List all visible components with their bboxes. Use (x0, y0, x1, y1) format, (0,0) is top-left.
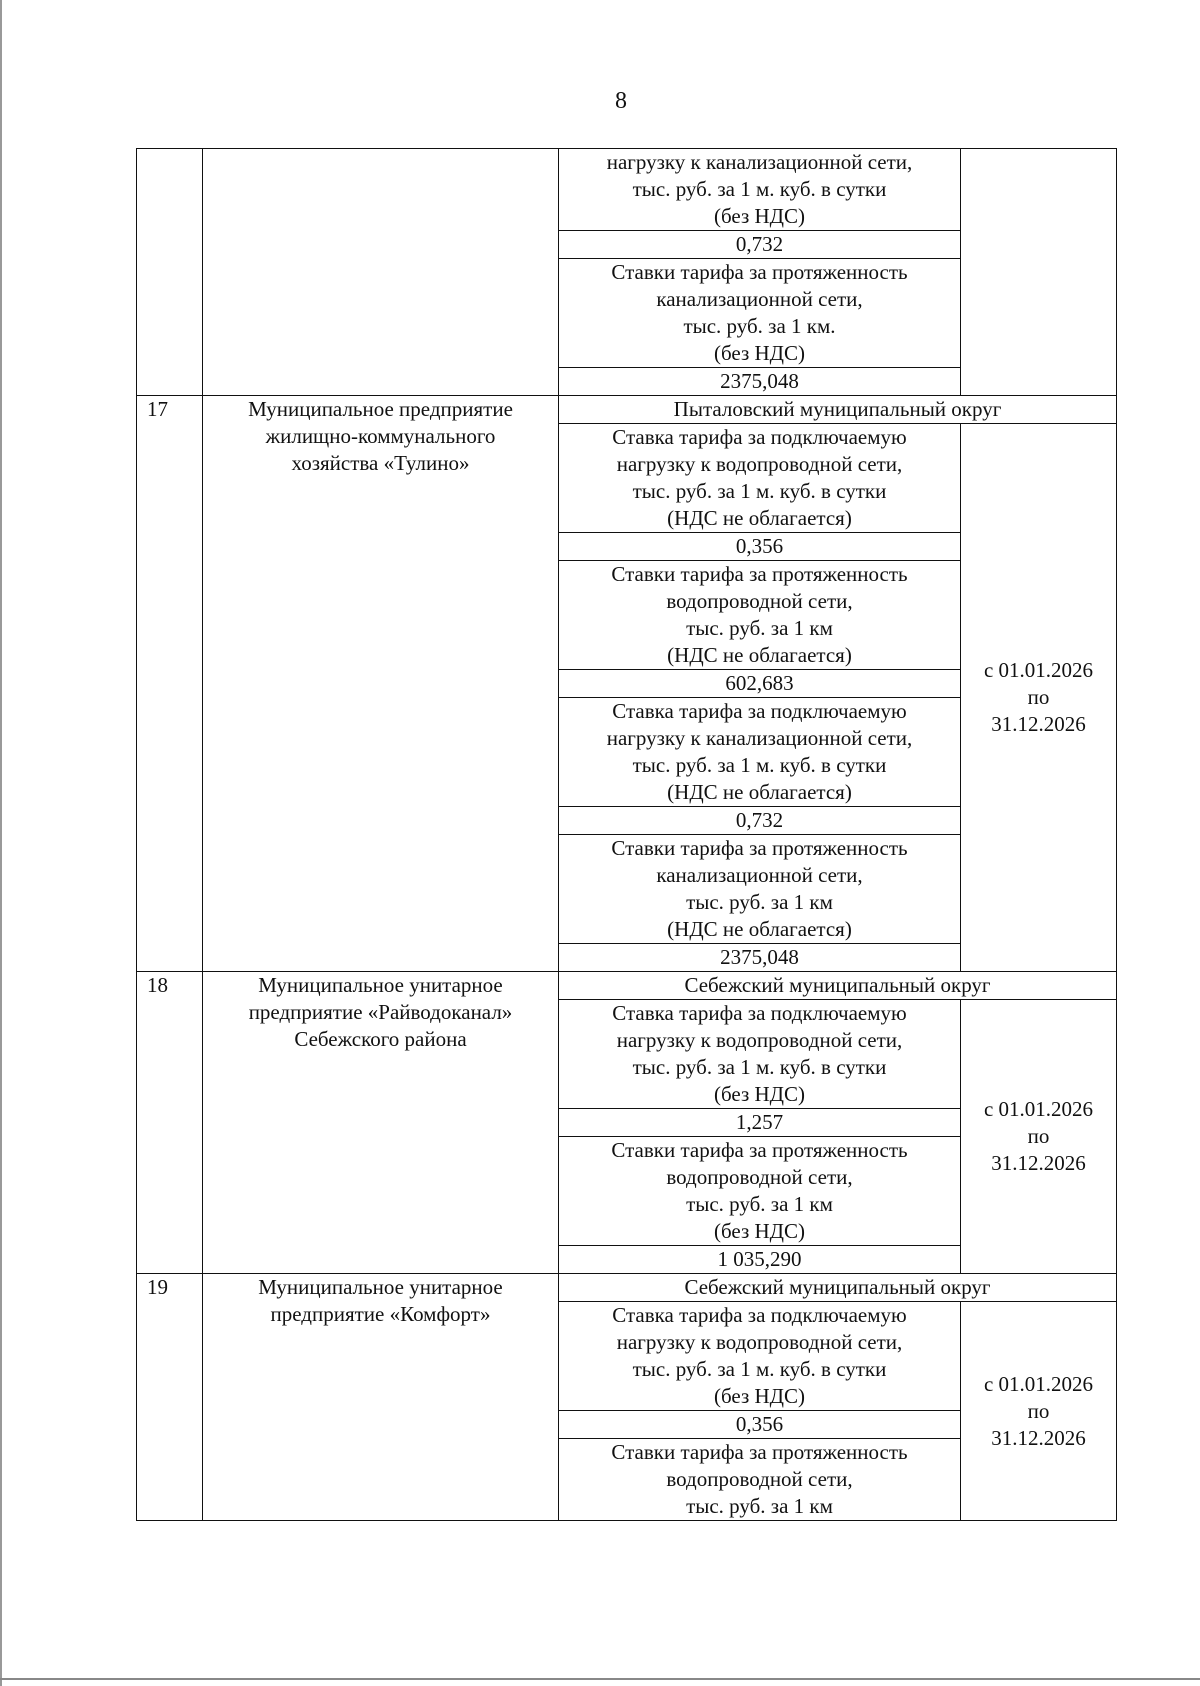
district-cell: Себежский муниципальный округ (559, 1274, 1117, 1302)
text-line: тыс. руб. за 1 м. куб. в сутки (632, 479, 887, 503)
text-line: по (1027, 1398, 1050, 1423)
tariff-value-cell: 1,257 (559, 1109, 961, 1137)
tariff-description-cell (559, 424, 961, 533)
text-line: водопроводной сети, (666, 1467, 853, 1491)
tariff-value-cell: 1 035,290 (559, 1246, 961, 1274)
period-cell (961, 424, 1117, 972)
text-line: (без НДС) (713, 341, 805, 365)
tariff-value-cell: 0,732 (559, 231, 961, 259)
text-line: Себежского района (294, 1027, 467, 1051)
text-line: Ставка тарифа за подключаемую (612, 1001, 907, 1025)
tariff-description-cell (559, 835, 961, 944)
district-cell: Себежский муниципальный округ (559, 972, 1117, 1000)
text-line: предприятие «Райводоканал» (248, 1000, 513, 1024)
table-row (137, 149, 1117, 231)
text-line: Ставки тарифа за протяженность (611, 836, 908, 860)
text-line: водопроводной сети, (666, 589, 853, 613)
text-line: 31.12.2026 (991, 712, 1086, 736)
district-cell: Пыталовский муниципальный округ (559, 396, 1117, 424)
scan-bottom-edge (0, 1678, 1200, 1680)
organization-cell (203, 972, 559, 1274)
text-line: с 01.01.2026 (983, 1371, 1094, 1396)
page-left-edge (0, 0, 2, 1686)
table-row (137, 1274, 1117, 1302)
tariff-description-cell (559, 149, 961, 231)
text-line: тыс. руб. за 1 км (686, 1494, 833, 1518)
period-cell (961, 149, 1117, 396)
text-line: тыс. руб. за 1 км (686, 890, 833, 914)
text-line: нагрузку к канализационной сети, (606, 150, 913, 174)
text-line: с 01.01.2026 (983, 658, 1094, 682)
text-line: Ставки тарифа за протяженность (611, 1440, 908, 1464)
text-line: по (1027, 1124, 1050, 1148)
tariff-table (136, 148, 1117, 1521)
text-line: Ставки тарифа за протяженность (611, 260, 908, 284)
row-number-cell: 19 (137, 1274, 203, 1521)
text-line: (без НДС) (713, 1219, 805, 1243)
text-line: тыс. руб. за 1 м. куб. в сутки (632, 1055, 887, 1079)
text-line: 31.12.2026 (991, 1425, 1086, 1450)
text-line: тыс. руб. за 1 м. куб. в сутки (632, 753, 887, 777)
text-line: Ставка тарифа за подключаемую (612, 425, 907, 449)
text-line: (без НДС) (713, 204, 805, 228)
text-line: Ставка тарифа за подключаемую (612, 1303, 907, 1327)
text-line: жилищно-коммунального (265, 424, 496, 448)
text-line: Муниципальное унитарное (258, 1275, 503, 1299)
text-line: 31.12.2026 (991, 1151, 1086, 1175)
text-line: тыс. руб. за 1 м. куб. в сутки (632, 1357, 887, 1381)
text-line: нагрузку к водопроводной сети, (616, 1028, 903, 1052)
text-line: Ставка тарифа за подключаемую (612, 699, 907, 723)
tariff-value-cell: 602,683 (559, 670, 961, 698)
text-line: тыс. руб. за 1 км (686, 1192, 833, 1216)
tariff-description-cell (559, 1439, 961, 1521)
period-cell (961, 1000, 1117, 1274)
text-line: нагрузку к канализационной сети, (606, 726, 913, 750)
text-line: (НДС не облагается) (667, 506, 852, 530)
tariff-description-cell (559, 698, 961, 807)
text-line: (без НДС) (713, 1384, 805, 1408)
text-line: тыс. руб. за 1 м. куб. в сутки (632, 177, 887, 201)
text-line: тыс. руб. за 1 км (686, 616, 833, 640)
text-line: по (1027, 685, 1050, 709)
text-line: нагрузку к водопроводной сети, (616, 452, 903, 476)
table-row (137, 396, 1117, 424)
tariff-description-cell (559, 1302, 961, 1411)
tariff-description-cell (559, 561, 961, 670)
organization-cell (203, 149, 559, 396)
tariff-value-cell: 0,356 (559, 533, 961, 561)
tariff-description-cell (559, 259, 961, 368)
text-line: нагрузку к водопроводной сети, (616, 1330, 903, 1354)
text-line: Муниципальное унитарное (258, 973, 503, 997)
tariff-description-cell (559, 1000, 961, 1109)
text-line: Ставки тарифа за протяженность (611, 1138, 908, 1162)
text-line: Ставки тарифа за протяженность (611, 562, 908, 586)
text-line: канализационной сети, (656, 863, 863, 887)
text-line: хозяйства «Тулино» (291, 451, 470, 475)
tariff-description-cell (559, 1137, 961, 1246)
row-number-cell (137, 149, 203, 396)
tariff-value-cell: 0,356 (559, 1411, 961, 1439)
table-body (137, 149, 1117, 1521)
text-line: тыс. руб. за 1 км. (683, 314, 836, 338)
tariff-value-cell: 2375,048 (559, 944, 961, 972)
text-line: водопроводной сети, (666, 1165, 853, 1189)
period-cell (961, 1302, 1117, 1521)
text-line: (НДС не облагается) (667, 643, 852, 667)
page-number: 8 (615, 88, 627, 114)
tariff-value-cell: 2375,048 (559, 368, 961, 396)
tariff-value-cell: 0,732 (559, 807, 961, 835)
row-number-cell: 17 (137, 396, 203, 972)
organization-cell (203, 396, 559, 972)
text-line: (НДС не облагается) (667, 917, 852, 941)
text-line: (НДС не облагается) (667, 780, 852, 804)
row-number-cell: 18 (137, 972, 203, 1274)
table-row (137, 972, 1117, 1000)
text-line: с 01.01.2026 (983, 1097, 1094, 1121)
text-line: канализационной сети, (656, 287, 863, 311)
text-line: (без НДС) (713, 1082, 805, 1106)
organization-cell (203, 1274, 559, 1521)
text-line: предприятие «Комфорт» (270, 1302, 491, 1326)
text-line: Муниципальное предприятие (248, 397, 513, 421)
